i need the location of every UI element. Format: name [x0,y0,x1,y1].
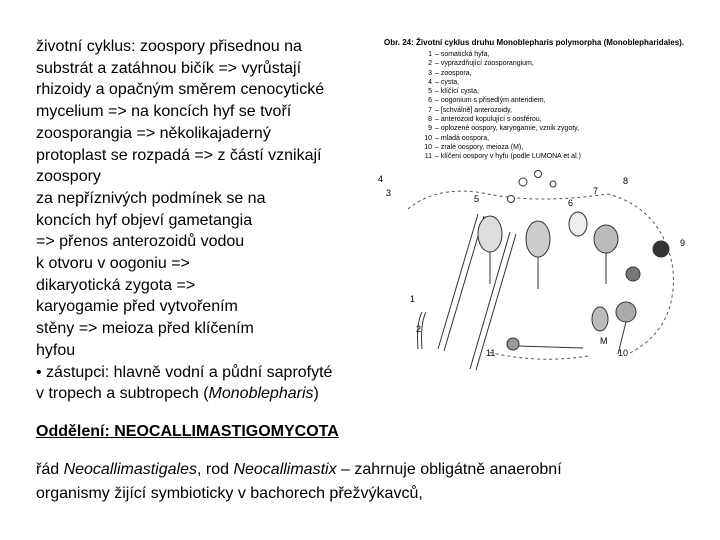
legend-number: 6 [428,97,432,105]
text-line [36,383,381,405]
bullet-line: • zástupci: hlavně vodní a půdní saprofyté [36,363,333,381]
stage-number: 8 [623,176,629,186]
text-line: => přenos anterozoidů vodou [36,233,245,251]
main-paragraph [36,36,384,405]
text-line: dikaryotická zygota => [36,276,196,294]
legend-text: – somatická hyfa, [435,51,490,58]
legend-number: 10 [424,134,432,142]
stage-number: 2 [416,324,422,334]
legend-text: – klíčící cysta, [435,88,479,96]
stage-number: 7 [593,186,599,196]
text-segment: v tropech a subtropech ( [36,385,209,403]
text-segment: řád [36,461,64,478]
legend-item [422,59,581,68]
legend-item [422,134,581,143]
legend-item [422,115,581,124]
text-line: mycelium => na koncích hyf se tvoří [36,103,292,121]
text-line: koncích hyf objeví gametangia [36,211,253,229]
text-segment: , rod [196,461,234,478]
legend-text: – oogonium s přisedlým anteridiem, [435,97,546,105]
legend-number: 9 [428,125,432,133]
stage-number: 3 [386,188,392,198]
legend-number: 11 [424,153,432,161]
legend-number: 7 [428,106,432,114]
legend-item [422,152,581,161]
division-heading: Oddělení: NEOCALLIMASTIGOMYCOTA [36,423,339,440]
legend-number: 3 [428,69,432,77]
germinating-oospore [507,338,583,350]
stage-number: 6 [568,198,574,208]
text-line: hyfou [36,341,76,359]
legend-item [422,69,581,78]
legend-number: 2 [428,60,432,68]
text-line: protoplast se rozpadá => z částí vznikají [36,146,322,164]
stage-number: 9 [680,238,686,248]
stage-number: 4 [378,174,384,184]
legend-item [422,124,581,133]
text-line [36,458,696,482]
zoospores [508,171,557,203]
legend-item [422,143,581,152]
text-line: za nepříznivých podmínek se na [36,189,266,207]
legend-item [422,78,581,87]
legend-item [422,87,581,96]
stage-number: 11 [486,348,496,358]
legend-item [422,106,581,115]
stage-number: 10 [618,348,629,358]
text-line: organismy žijící symbioticky v bachorech přežvýkavců, [36,485,423,502]
legend-item [422,50,581,59]
legend-text: – zoospora, [435,69,472,77]
legend-text: – vyprazdňující zoosporangium, [435,60,534,68]
text-line: k otvoru v oogoniu => [36,255,190,273]
legend-number: 4 [428,78,432,86]
stage-number: 5 [474,194,480,204]
genus-name: Neocallimastix [233,461,337,478]
stage-number: 1 [410,294,416,304]
text-line: životní cyklus: zoospory přisednou na [36,38,302,55]
legend-number: 1 [428,51,432,58]
cycle-arc-lower [488,352,588,359]
meiosis-mark: M [600,336,608,346]
legend-number: 8 [428,116,432,124]
legend-text: – zralé oospory, meioza (M), [435,143,524,151]
order-name: Neocallimastigales [63,461,197,478]
text-line: substrát a zatáhnou bičík => vyrůstají [36,59,302,77]
legend-number: 5 [428,88,432,96]
text-line: stěny => meioza před klíčením [36,320,254,338]
text-line: karyogamie před vytvořením [36,298,238,316]
text-line: zoosporangia => několikajaderný [36,124,271,142]
legend-item [422,96,581,105]
genus-name: Monoblepharis [208,385,314,403]
oogonia [478,212,669,354]
text-segment: – zahrnuje obligátně anaerobní [336,461,562,478]
legend-text: – [schválně] anterozoidy, [435,106,512,114]
legend-text: – oplozené oospory, karyogamie, vznik zygoty, [435,125,580,133]
figure-caption: Obr. 24: Životní cyklus druhu Monoblepharis polymorpha (Monoblepharidales). [384,38,685,47]
text-line: rhizoidy a opačným směrem cenocytické [36,81,325,99]
legend-text: – anterozoid kopulující s oosférou, [435,116,542,124]
figure-legend [422,50,581,162]
life-cycle-figure [378,34,692,384]
text-segment: ) [313,385,319,403]
legend-text: – mladá oospora, [435,134,490,142]
legend-text: – klíčení oospory v hyfu (podle LUMONA et al.) [435,153,581,161]
order-paragraph [36,458,696,506]
legend-text: – cysta, [435,78,460,86]
legend-number: 10 [424,143,432,151]
text-line: zoospory [36,168,101,186]
